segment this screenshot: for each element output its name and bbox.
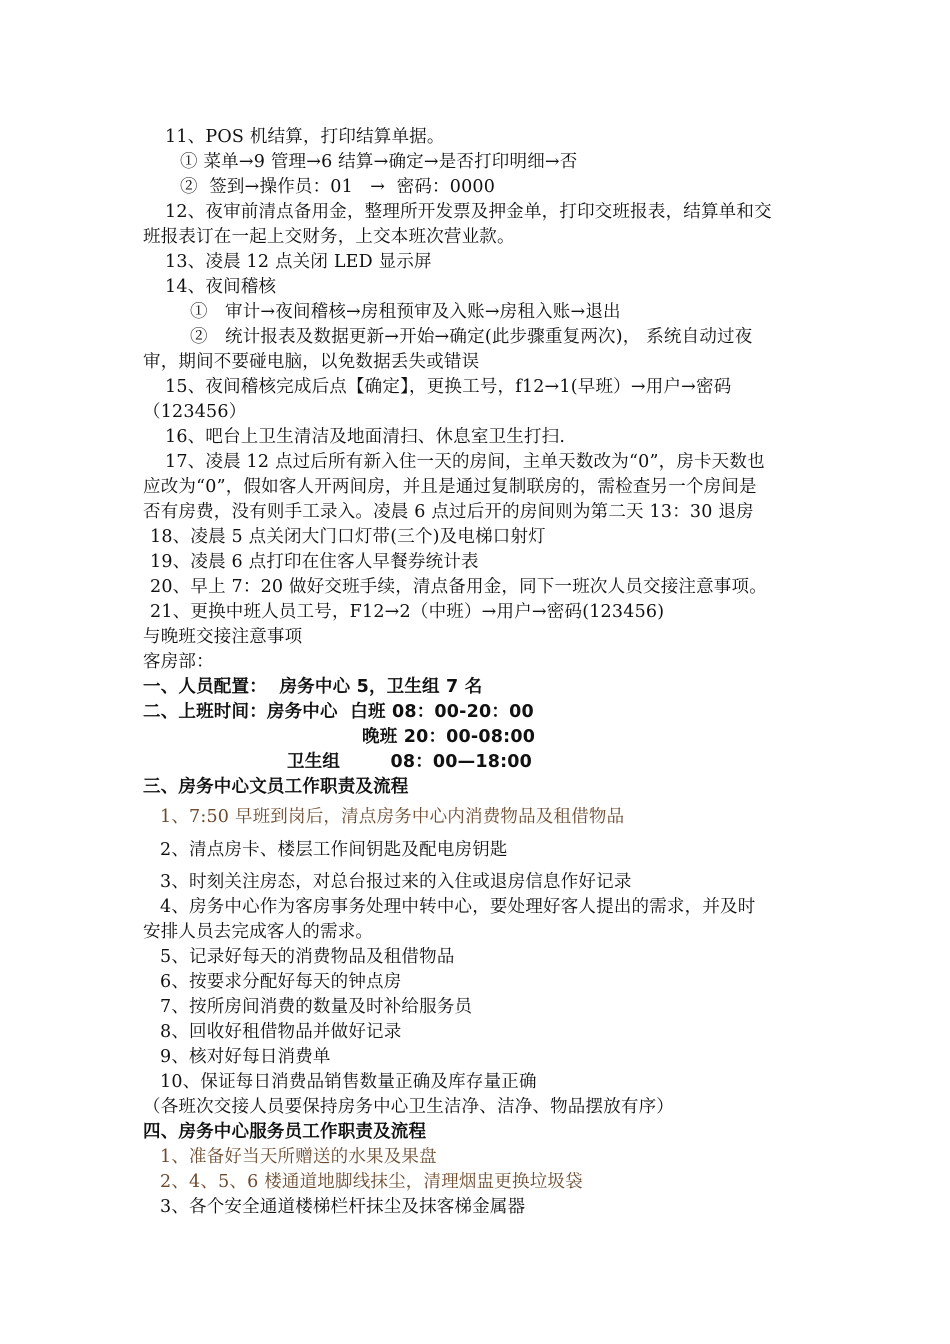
line-17-cont1: 应改为“0”，假如客人开两间房，并且是通过复制联房的，需检查另一个房间是	[143, 477, 757, 497]
line-18: 18、凌晨 5 点关闭大门口灯带(三个)及电梯口射灯	[150, 527, 546, 547]
clerk-duty-4-cont: 安排人员去完成客人的需求。	[143, 922, 374, 942]
line-19: 19、凌晨 6 点打印在住客人早餐券统计表	[150, 552, 479, 572]
section-clerk-duties: 三、房务中心文员工作职责及流程	[143, 777, 409, 797]
clerk-duty-note: （各班次交接人员要保持房务中心卫生洁净、洁净、物品摆放有序）	[143, 1097, 674, 1117]
clerk-duty-8: 8、回收好租借物品并做好记录	[160, 1022, 402, 1042]
attendant-duty-1: 1、准备好当天所赠送的水果及果盘	[160, 1147, 437, 1167]
department-label: 客房部：	[143, 652, 214, 672]
line-14-step1: ① 审计→夜间稽核→房租预审及入账→房租入账→退出	[190, 302, 621, 322]
clerk-duty-2: 2、清点房卡、楼层工作间钥匙及配电房钥匙	[160, 840, 508, 860]
attendant-duty-2: 2、4、5、6 楼通道地脚线抹尘，清理烟盅更换垃圾袋	[160, 1172, 583, 1192]
clerk-duty-6: 6、按要求分配好每天的钟点房	[160, 972, 402, 992]
line-16: 16、吧台上卫生清洁及地面清扫、休息室卫生打扫.	[165, 427, 566, 447]
section-hours: 二、上班时间：房务中心 白班 08：00-20：00	[143, 702, 534, 722]
hours-night-shift: 晚班 20：00-08:00	[362, 727, 536, 747]
line-17: 17、凌晨 12 点过后所有新入住一天的房间，主单天数改为“0”，房卡天数也	[165, 452, 765, 472]
clerk-duty-5: 5、记录好每天的消费物品及租借物品	[160, 947, 455, 967]
line-14-cont: 审，期间不要碰电脑，以免数据丢失或错误	[143, 352, 480, 372]
line-14: 14、夜间稽核	[165, 277, 277, 297]
clerk-duty-1: 1、7:50 早班到岗后，清点房务中心内消费物品及租借物品	[160, 807, 625, 827]
clerk-duty-10: 10、保证每日消费品销售数量正确及库存量正确	[160, 1072, 537, 1092]
section-attendant-duties: 四、房务中心服务员工作职责及流程	[143, 1122, 427, 1142]
line-14-step2: ② 统计报表及数据更新→开始→确定(此步骤重复两次)， 系统自动过夜	[190, 327, 753, 347]
line-11-pos: 11、POS 机结算，打印结算单据。	[165, 127, 445, 147]
line-11-step1: ① 菜单→9 管理→6 结算→确定→是否打印明细→否	[180, 152, 578, 172]
line-13: 13、凌晨 12 点关闭 LED 显示屏	[165, 252, 432, 272]
line-20: 20、早上 7：20 做好交班手续，清点备用金，同下一班次人员交接注意事项。	[150, 577, 767, 597]
line-11-step2: ② 签到→操作员：01 → 密码：0000	[180, 177, 496, 197]
clerk-duty-9: 9、核对好每日消费单	[160, 1047, 331, 1067]
line-15: 15、夜间稽核完成后点【确定】，更换工号，f12→1(早班）→用户→密码	[165, 377, 732, 397]
attendant-duty-3: 3、各个安全通道楼梯栏杆抹尘及抹客梯金属器	[160, 1197, 526, 1217]
line-12: 12、夜审前清点备用金，整理所开发票及押金单，打印交班报表，结算单和交	[165, 202, 772, 222]
section-staffing: 一、人员配置： 房务中心 5，卫生组 7 名	[143, 677, 483, 697]
clerk-duty-3: 3、时刻关注房态，对总台报过来的入住或退房信息作好记录	[160, 872, 632, 892]
clerk-duty-7: 7、按所房间消费的数量及时补给服务员	[160, 997, 473, 1017]
hours-cleaning-team: 卫生组 08：00—18:00	[287, 752, 533, 772]
handover-note: 与晚班交接注意事项	[143, 627, 303, 647]
line-15-cont: （123456）	[143, 402, 247, 422]
line-17-cont2: 否有房费，没有则手工录入。凌晨 6 点过后开的房间则为第二天 13：30 退房	[143, 502, 754, 522]
line-12-cont: 班报表订在一起上交财务，上交本班次营业款。	[143, 227, 515, 247]
clerk-duty-4: 4、房务中心作为客房事务处理中转中心，要处理好客人提出的需求，并及时	[160, 897, 756, 917]
line-21: 21、更换中班人员工号，F12→2（中班）→用户→密码(123456)	[150, 602, 665, 622]
